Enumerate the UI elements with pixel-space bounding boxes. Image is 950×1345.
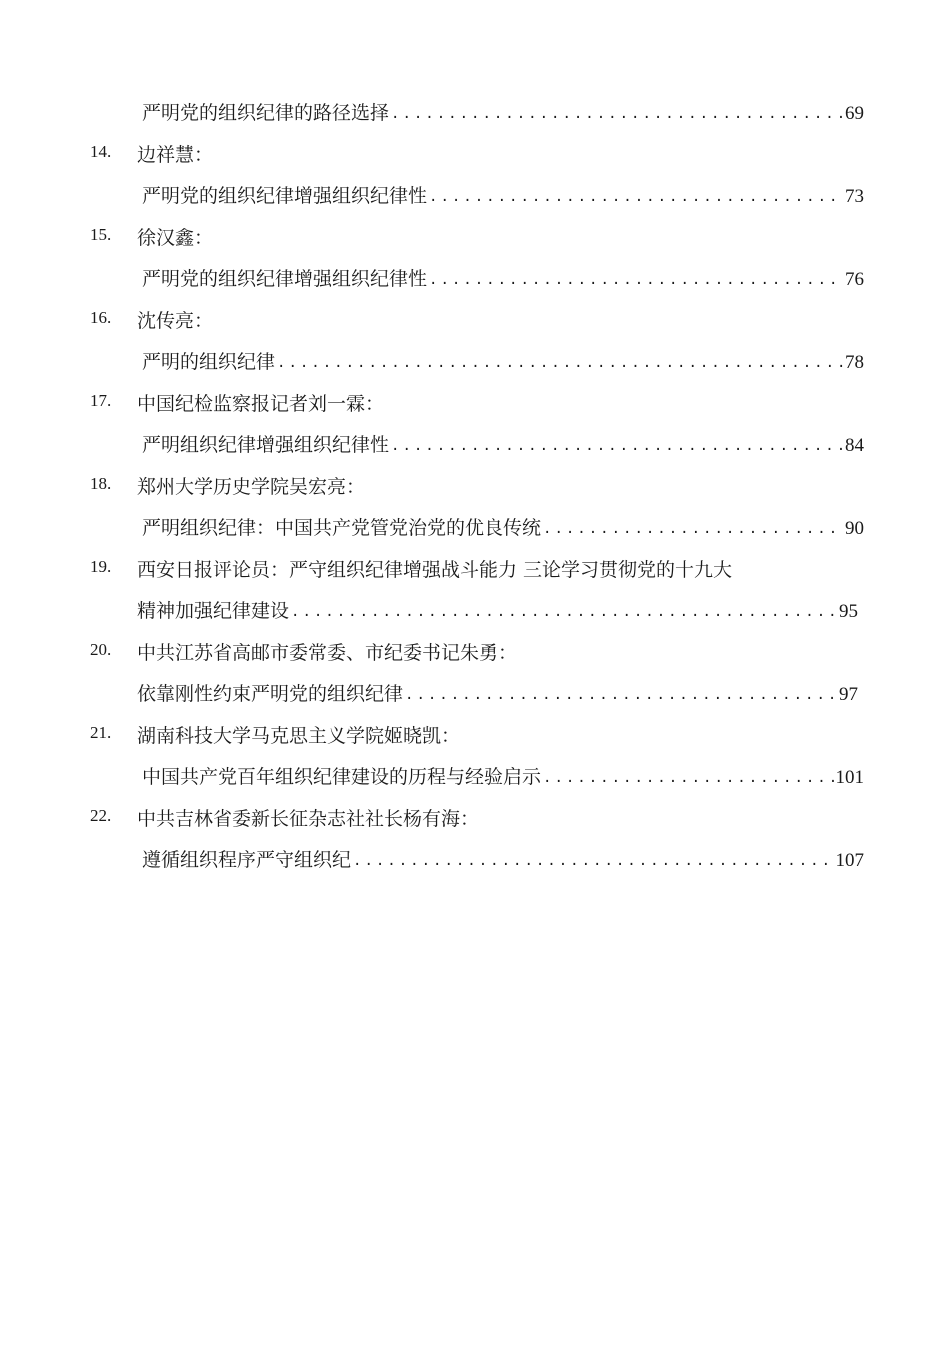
toc-entry-title: 中国共产党百年组织纪律建设的历程与经验启示 (142, 766, 542, 788)
toc-entry-page: 95 (839, 601, 858, 622)
toc-entry-author: 徐汉鑫： (137, 227, 214, 249)
toc-entry-title: 严明党的组织纪律的路径选择 (142, 102, 390, 124)
toc-entry (0, 92, 950, 134)
dot-leader (277, 355, 843, 371)
toc-entry-author: 中共江苏省高邮市委常委、市纪委书记朱勇： (137, 642, 518, 664)
toc-entry (0, 217, 950, 300)
toc-entry-author: 郑州大学历史学院吴宏亮： (137, 476, 366, 498)
toc-entry-title: 严明党的组织纪律增强组织纪律性 (142, 185, 428, 207)
toc-entry-author: 边祥慧： (137, 144, 214, 166)
dot-leader (543, 770, 833, 786)
toc-entry-number: 19. (90, 557, 112, 576)
toc-entry-page: 107 (835, 850, 864, 871)
dot-leader (429, 272, 843, 288)
toc-entry-number: 15. (90, 225, 112, 244)
toc-entry (0, 715, 950, 798)
toc-entry-number: 18. (90, 474, 112, 493)
table-of-contents (0, 92, 950, 881)
toc-entry-number: 16. (90, 308, 112, 327)
toc-entry (0, 383, 950, 466)
toc-entry-author: 西安日报评论员：严守组织纪律增强战斗能力 三论学习贯彻党的十九大 (137, 559, 733, 581)
toc-entry-author: 沈传亮： (137, 310, 214, 332)
dot-leader (353, 853, 833, 869)
toc-entry (0, 134, 950, 217)
dot-leader (291, 604, 837, 620)
toc-entry (0, 300, 950, 383)
toc-entry-page: 76 (845, 269, 864, 290)
toc-entry-number: 20. (90, 640, 112, 659)
toc-entry-title: 严明的组织纪律 (142, 351, 276, 373)
toc-entry-page: 97 (839, 684, 858, 705)
toc-entry-title: 严明组织纪律增强组织纪律性 (142, 434, 390, 456)
dot-leader (391, 106, 843, 122)
toc-entry-title: 遵循组织程序严守组织纪 (142, 849, 352, 871)
toc-entry-title: 严明组织纪律：中国共产党管党治党的优良传统 (142, 517, 542, 539)
toc-entry (0, 632, 950, 715)
toc-entry-page: 90 (845, 518, 864, 539)
toc-entry-number: 22. (90, 806, 112, 825)
dot-leader (391, 438, 843, 454)
toc-entry-author: 中共吉林省委新长征杂志社社长杨有海： (137, 808, 480, 830)
toc-entry-title: 精神加强纪律建设 (137, 600, 290, 622)
toc-entry (0, 466, 950, 549)
toc-entry-page: 78 (845, 352, 864, 373)
toc-entry-page: 69 (845, 103, 864, 124)
dot-leader (429, 189, 843, 205)
dot-leader (405, 687, 837, 703)
toc-entry-author: 中国纪检监察报记者刘一霖： (137, 393, 385, 415)
toc-entry-title: 严明党的组织纪律增强组织纪律性 (142, 268, 428, 290)
toc-entry-page: 84 (845, 435, 864, 456)
toc-entry-author: 湖南科技大学马克思主义学院姬晓凯： (137, 725, 461, 747)
toc-entry-page: 73 (845, 186, 864, 207)
toc-entry-title: 依靠刚性约束严明党的组织纪律 (137, 683, 404, 705)
dot-leader (543, 521, 843, 537)
toc-entry (0, 798, 950, 881)
toc-entry-number: 17. (90, 391, 112, 410)
toc-entry (0, 549, 950, 632)
toc-entry-page: 101 (835, 767, 864, 788)
toc-entry-number: 14. (90, 142, 112, 161)
toc-entry-number: 21. (90, 723, 112, 742)
